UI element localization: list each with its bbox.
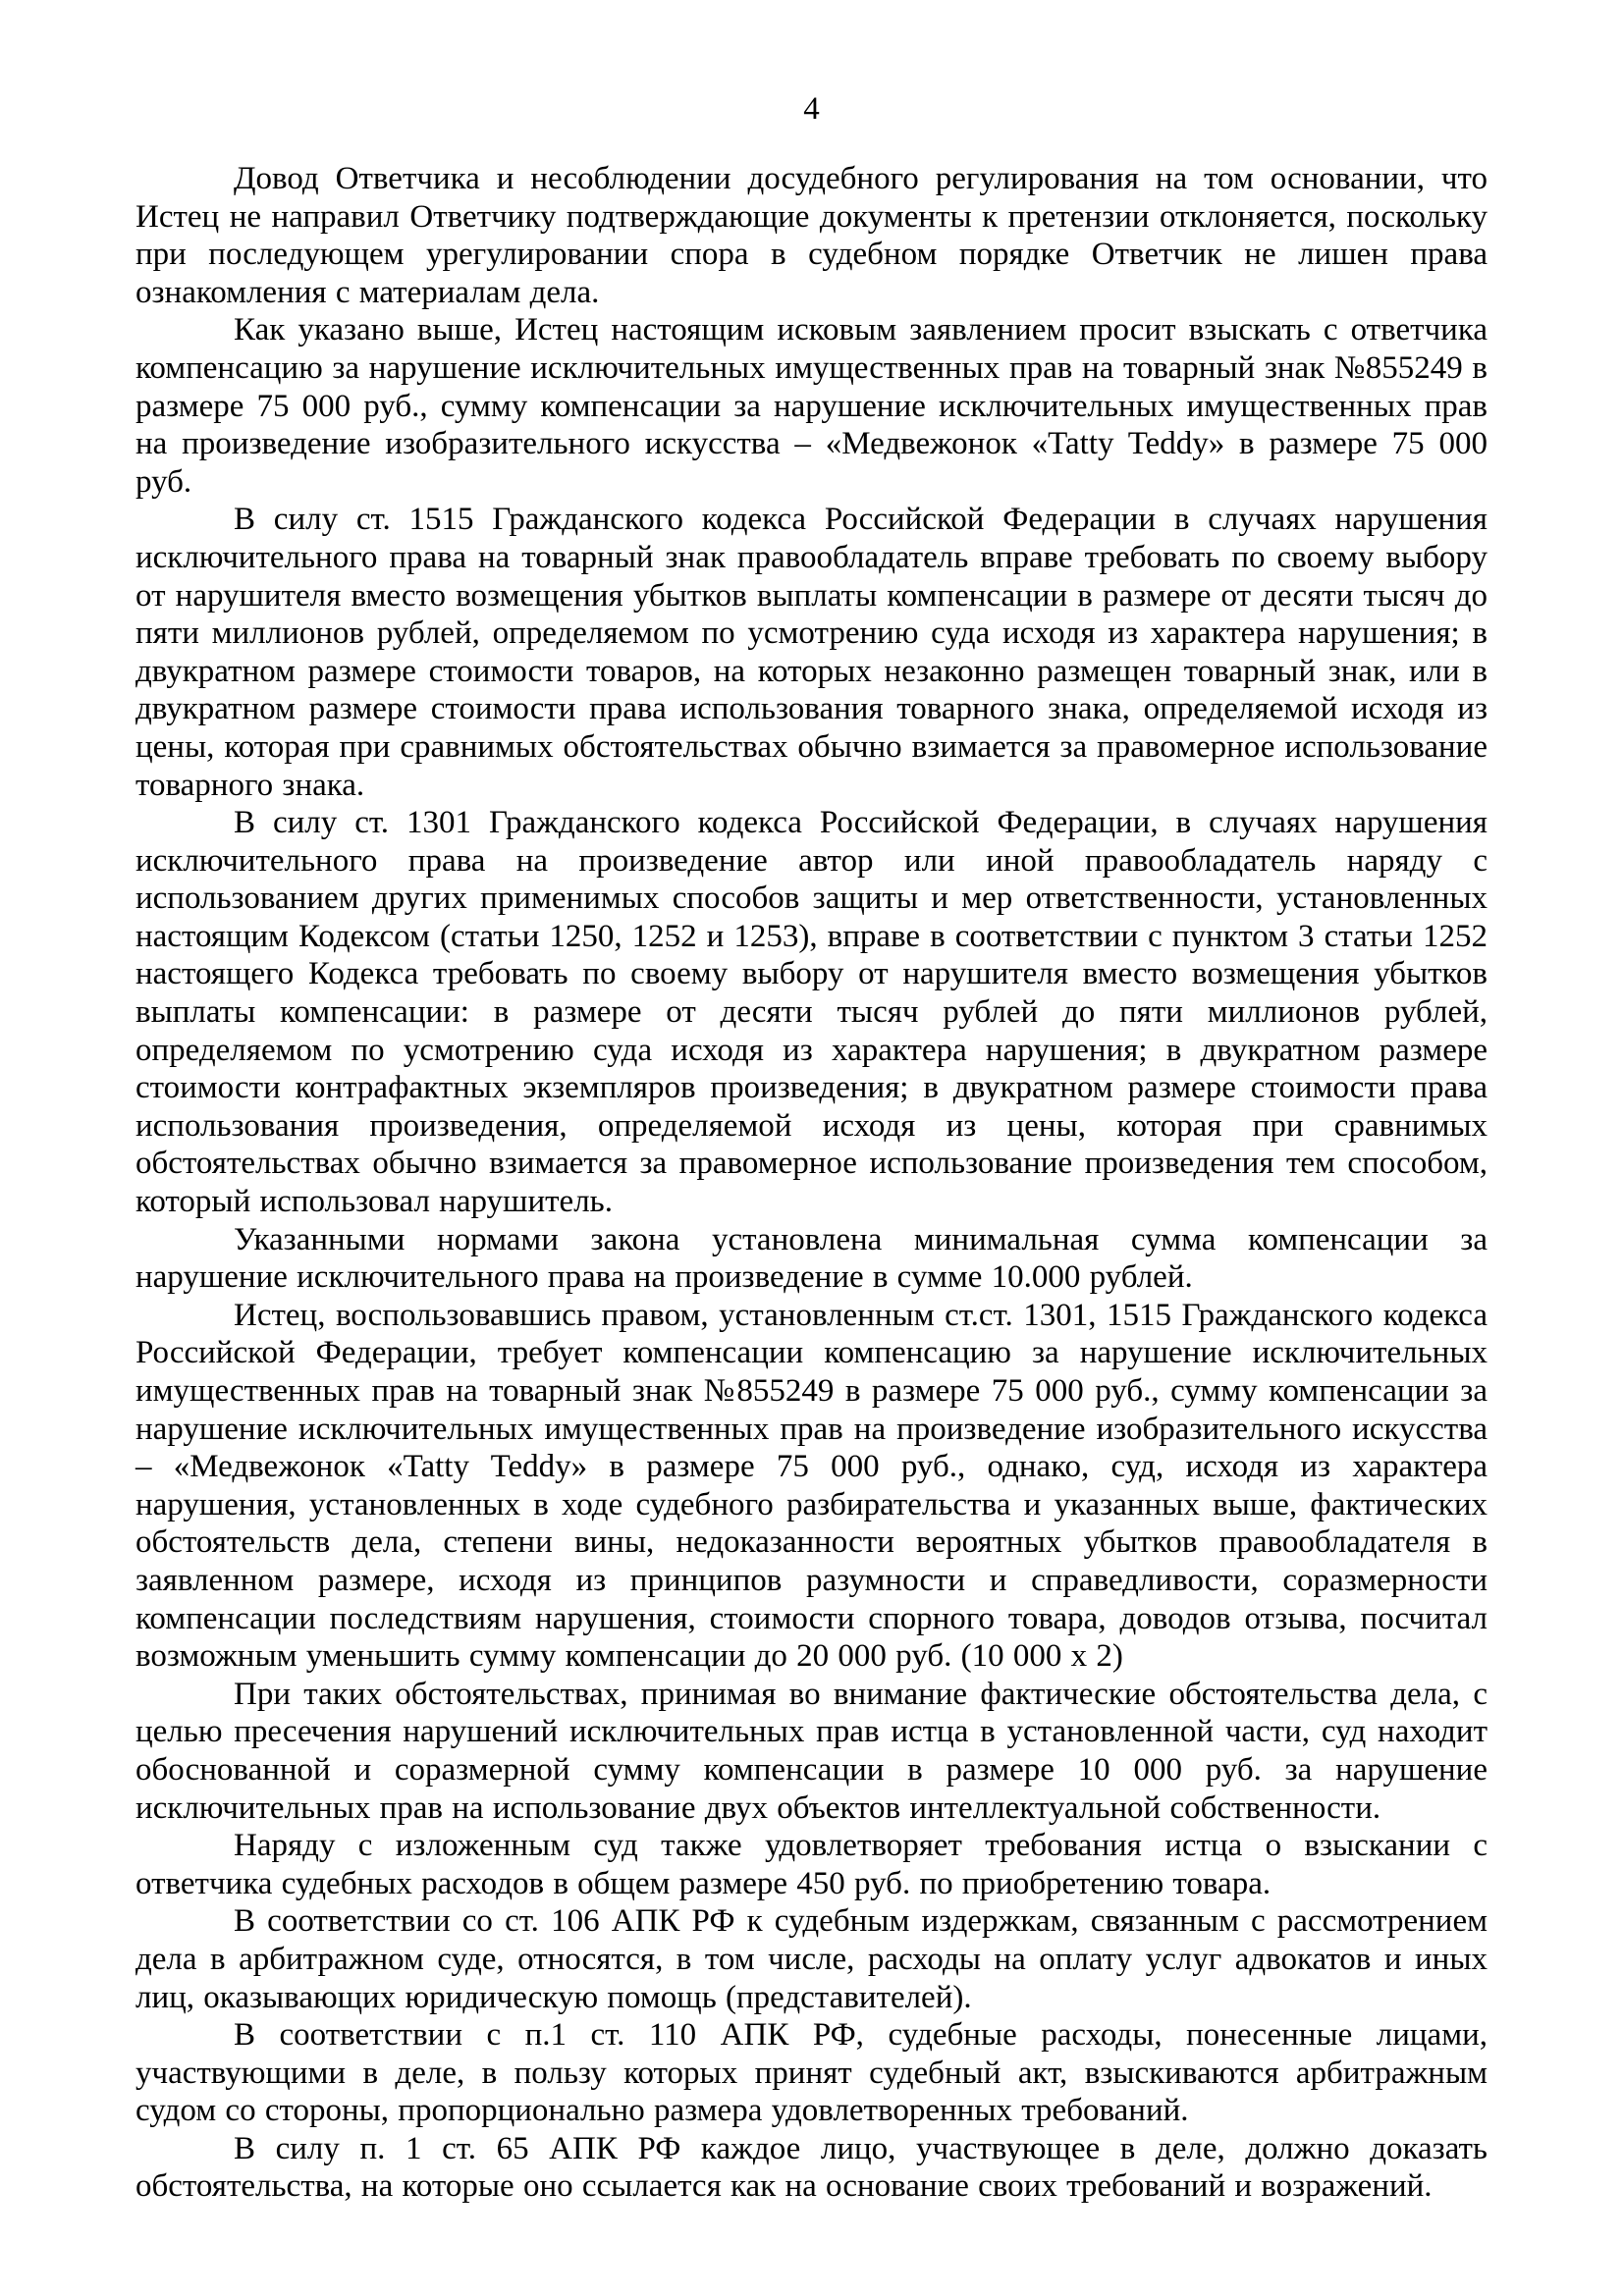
paragraph-apk-110: В соответствии с п.1 ст. 110 АПК РФ, судебные расходы, понесенные лицами, участвующими в деле, в пользу которых принят судебный акт, взыскиваются арбитражным судом со стороны, пропорционально размера удовлетворенных требований. [135,2017,1488,2129]
paragraph-court-costs-award: Наряду с изложенным суд также удовлетворяет требования истца о взыскании с ответчика судебных расходов в общем размере 450 руб. по приобретению товара. [135,1828,1488,1901]
paragraph-pretrial-argument: Довод Ответчика и несоблюдении досудебного регулирования на том основании, что Истец не направил Ответчику подтверждающие документы к претензии отклоняется, поскольку при последующем урегулировании спора в судебном порядке Ответчик не лишен права ознакомления с материалам дела. [135,161,1488,310]
document-body [135,160,1488,2206]
paragraph-article-1301: В силу ст. 1301 Гражданского кодекса Российской Федерации, в случаях нарушения исключительного права на произведение автор или иной правообладатель наряду с использованием других применимых способов защиты и мер ответственности, установленных настоящим Кодексом (статьи 1250, 1252 и 1253), вправе в соответствии с пунктом 3 статьи 1252 настоящего Кодекса требовать по своему выбору от нарушителя вместо возмещения убытков выплаты компенсации: в размере от десяти тысяч рублей до пяти миллионов рублей, определяемом по усмотрению суда исходя из характера нарушения; в двукратном размере стоимости контрафактных экземпляров произведения; в двукратном размере стоимости права использования произведения, определяемой исходя из цены, которая при сравнимых обстоятельствах обычно взимается за правомерное использование произведения тем способом, который использовал нарушитель. [135,805,1488,1220]
paragraph-minimum-compensation: Указанными нормами закона установлена минимальная сумма компенсации за нарушение исключительного права на произведение в сумме 10.000 рублей. [135,1221,1488,1296]
paragraph-article-1515: В силу ст. 1515 Гражданского кодекса Российской Федерации в случаях нарушения исключительного права на товарный знак правообладатель вправе требовать по своему выбору от нарушителя вместо возмещения убытков выплаты компенсации в размере от десяти тысяч до пяти миллионов рублей, определяемом по усмотрению суда исходя из характера нарушения; в двукратном размере стоимости товаров, на которых незаконно размещен товарный знак, или в двукратном размере стоимости права использования товарного знака, определяемой исходя из цены, которая при сравнимых обстоятельствах обычно взимается за правомерное использование товарного знака. [135,502,1488,803]
paragraph-court-conclusion: При таких обстоятельствах, принимая во внимание фактические обстоятельства дела, с целью пресечения нарушений исключительных прав истца в установленной части, суд находит обоснованной и соразмерной сумму компенсации в размере 10 000 руб. за нарушение исключительных прав на использование двух объектов интеллектуальной собственности. [135,1676,1488,1826]
paragraph-apk-106: В соответствии со ст. 106 АПК РФ к судебным издержкам, связанным с рассмотрением дела в арбитражном суде, относятся, в том числе, расходы на оплату услуг адвокатов и иных лиц, оказывающих юридическую помощь (представителей). [135,1903,1488,2015]
paragraph-apk-65: В силу п. 1 ст. 65 АПК РФ каждое лицо, участвующее в деле, должно доказать обстоятельства, на которые оно ссылается как на основание своих требований и возражений. [135,2130,1488,2205]
paragraph-claim-reduction: Истец, воспользовавшись правом, установленным ст.ст. 1301, 1515 Гражданского кодекса Российской Федерации, требует компенсации компенсацию за нарушение исключительных имущественных прав на товарный знак №855249 в размере 75 000 руб., сумму компенсации за нарушение исключительных имущественных прав на произведение изобразительного искусства – «Медвежонок «Tatty Teddy» в размере 75 000 руб., однако, суд, исходя из характера нарушения, установленных в ходе судебного разбирательства и указанных выше, фактических обстоятельств дела, степени вины, недоказанности вероятных убытков правообладателя в заявленном размере, исходя из принципов разумности и справедливости, соразмерности компенсации последствиям нарушения, стоимости спорного товара, доводов отзыва, посчитал возможным уменьшить сумму компенсации до 20 000 руб. (10 000 х 2) [135,1297,1488,1675]
paragraph-claim-summary: Как указано выше, Истец настоящим исковым заявлением просит взыскать с ответчика компенсацию за нарушение исключительных имущественных прав на товарный знак №855249 в размере 75 000 руб., сумму компенсации за нарушение исключительных имущественных прав на произведение изобразительного искусства – «Медвежонок «Tatty Teddy» в размере 75 000 руб. [135,312,1488,500]
page-number: 4 [803,91,820,127]
